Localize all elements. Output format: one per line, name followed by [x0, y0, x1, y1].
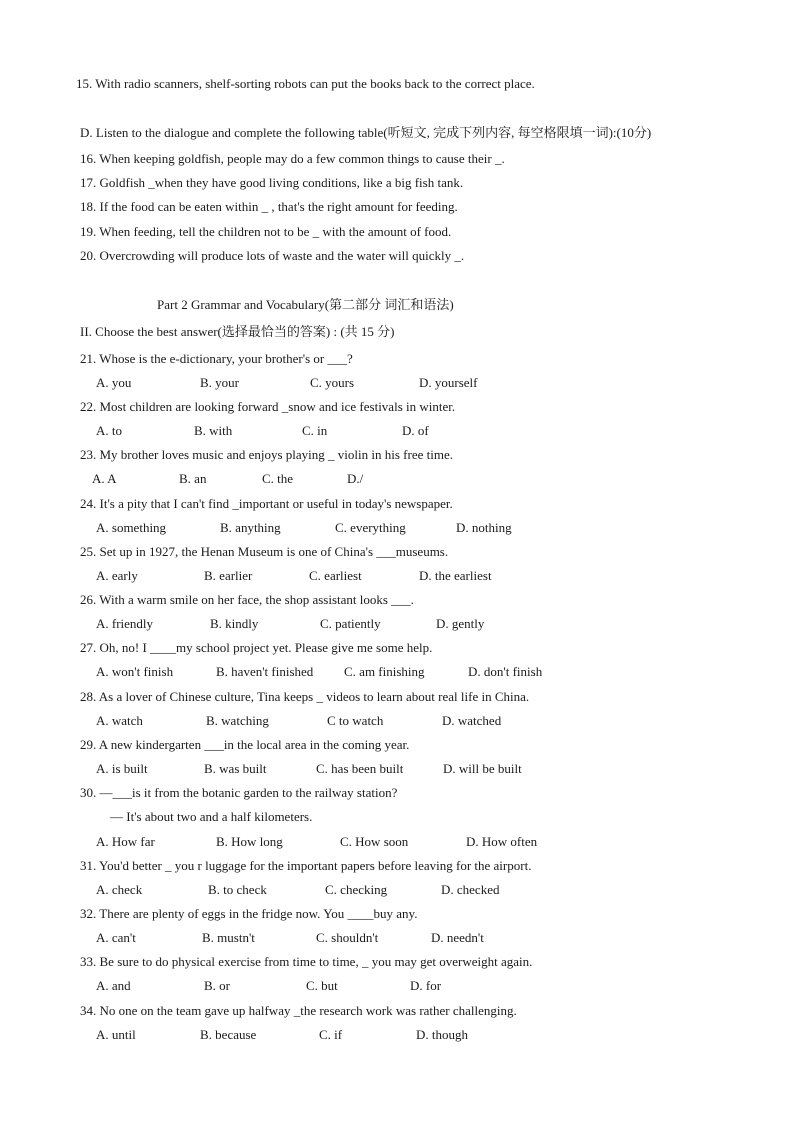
question-32-option-a: A. can't	[96, 930, 136, 945]
question-21-option-d: D. yourself	[419, 375, 478, 390]
question-24-option-d: D. nothing	[456, 520, 512, 535]
question-27-option-c: C. am finishing	[344, 664, 425, 679]
question-30-option-d: D. How often	[466, 834, 538, 849]
question-22-option-d: D. of	[402, 423, 429, 438]
question-23-option-c: C. the	[262, 471, 294, 486]
question-25-option-b: B. earlier	[204, 568, 253, 583]
question-22-stem: 22. Most children are looking forward _snow and ice festivals in winter.	[80, 399, 456, 414]
question-25-option-a: A. early	[96, 568, 138, 583]
question-33-option-a: A. and	[96, 978, 131, 993]
question-28-option-d: D. watched	[442, 713, 502, 728]
question-28-option-c: C to watch	[327, 713, 384, 728]
question-31-option-d: D. checked	[441, 882, 500, 897]
question-28-option-a: A. watch	[96, 713, 143, 728]
question-27-option-a: A. won't finish	[96, 664, 174, 679]
question-24-stem: 24. It's a pity that I can't find _important or useful in today's newspaper.	[80, 496, 453, 511]
question-29-stem: 29. A new kindergarten ___in the local area in the coming year.	[80, 737, 410, 752]
question-21-option-b: B. your	[200, 375, 239, 390]
question-29-option-d: D. will be built	[443, 761, 522, 776]
question-33-option-d: D. for	[410, 978, 442, 993]
question-22-option-b: B. with	[194, 423, 233, 438]
listening-question-20: 20. Overcrowding will produce lots of waste and the water will quickly _.	[80, 248, 465, 263]
question-26-option-a: A. friendly	[96, 616, 154, 631]
question-33-stem: 33. Be sure to do physical exercise from time to time, _ you may get overweight again.	[80, 954, 533, 969]
question-30-option-a: A. How far	[96, 834, 155, 849]
question-26-stem: 26. With a warm smile on her face, the shop assistant looks ___.	[80, 592, 414, 607]
question-34-option-b: B. because	[200, 1027, 257, 1042]
question-32-option-c: C. shouldn't	[316, 930, 379, 945]
question-30-stem: 30. —___is it from the botanic garden to the railway station?	[80, 785, 398, 800]
question-29-option-b: B. was built	[204, 761, 267, 776]
question-21-stem: 21. Whose is the e-dictionary, your brother's or ___?	[80, 351, 353, 366]
listening-question-19: 19. When feeding, tell the children not to be _ with the amount of food.	[80, 224, 452, 239]
question-22-option-a: A. to	[96, 423, 122, 438]
question-33-option-b: B. or	[204, 978, 230, 993]
question-30-option-c: C. How soon	[340, 834, 409, 849]
question-15: 15. With radio scanners, shelf-sorting robots can put the books back to the correct place.	[76, 76, 535, 91]
question-21-option-c: C. yours	[310, 375, 355, 390]
question-27-stem: 27. Oh, no! I ____my school project yet. Please give me some help.	[80, 640, 433, 655]
question-25-stem: 25. Set up in 1927, the Henan Museum is one of China's ___museums.	[80, 544, 449, 559]
question-23-option-a: A. A	[92, 471, 117, 486]
question-24-option-b: B. anything	[220, 520, 281, 535]
question-24-option-a: A. something	[96, 520, 167, 535]
question-23-stem: 23. My brother loves music and enjoys playing _ violin in his free time.	[80, 447, 453, 462]
question-28-option-b: B. watching	[206, 713, 269, 728]
question-29-option-c: C. has been built	[316, 761, 404, 776]
question-31-stem: 31. You'd better _ you r luggage for the important papers before leaving for the airport.	[80, 858, 532, 873]
question-27-option-d: D. don't finish	[468, 664, 543, 679]
question-33-option-c: C. but	[306, 978, 338, 993]
question-23-option-b: B. an	[179, 471, 207, 486]
question-31-option-c: C. checking	[325, 882, 388, 897]
question-26-option-b: B. kindly	[210, 616, 259, 631]
question-23-option-d: D./	[347, 471, 364, 486]
question-31-option-b: B. to check	[208, 882, 267, 897]
question-34-option-c: C. if	[319, 1027, 343, 1042]
question-25-option-d: D. the earliest	[419, 568, 492, 583]
question-29-option-a: A. is built	[96, 761, 148, 776]
question-25-option-c: C. earliest	[309, 568, 362, 583]
question-32-stem: 32. There are plenty of eggs in the fridge now. You ____buy any.	[80, 906, 418, 921]
question-26-option-c: C. patiently	[320, 616, 381, 631]
question-31-option-a: A. check	[96, 882, 143, 897]
question-28-stem: 28. As a lover of Chinese culture, Tina keeps _ videos to learn about real life in China.	[80, 689, 530, 704]
question-22-option-c: C. in	[302, 423, 328, 438]
question-24-option-c: C. everything	[335, 520, 406, 535]
listening-question-16: 16. When keeping goldfish, people may do a few common things to cause their _.	[80, 151, 505, 166]
question-26-option-d: D. gently	[436, 616, 485, 631]
section-d-instruction: D. Listen to the dialogue and complete the following table(听短文, 完成下列内容, 每空格限填一词):(10分)	[80, 125, 652, 140]
listening-question-17: 17. Goldfish _when they have good living conditions, like a big fish tank.	[80, 175, 464, 190]
listening-question-18: 18. If the food can be eaten within _ , that's the right amount for feeding.	[80, 199, 458, 214]
question-30-option-b: B. How long	[216, 834, 283, 849]
question-27-option-b: B. haven't finished	[216, 664, 314, 679]
question-32-option-d: D. needn't	[431, 930, 484, 945]
question-21-option-a: A. you	[96, 375, 132, 390]
section-ii-instruction: II. Choose the best answer(选择最恰当的答案) : (共 15 分)	[80, 324, 395, 339]
question-30-dialogue-response: — It's about two and a half kilometers.	[110, 809, 313, 824]
question-34-option-d: D. though	[416, 1027, 468, 1042]
question-32-option-b: B. mustn't	[202, 930, 255, 945]
part2-title: Part 2 Grammar and Vocabulary(第二部分 词汇和语法)	[157, 297, 454, 312]
question-34-option-a: A. until	[96, 1027, 136, 1042]
question-34-stem: 34. No one on the team gave up halfway _the research work was rather challenging.	[80, 1003, 517, 1018]
